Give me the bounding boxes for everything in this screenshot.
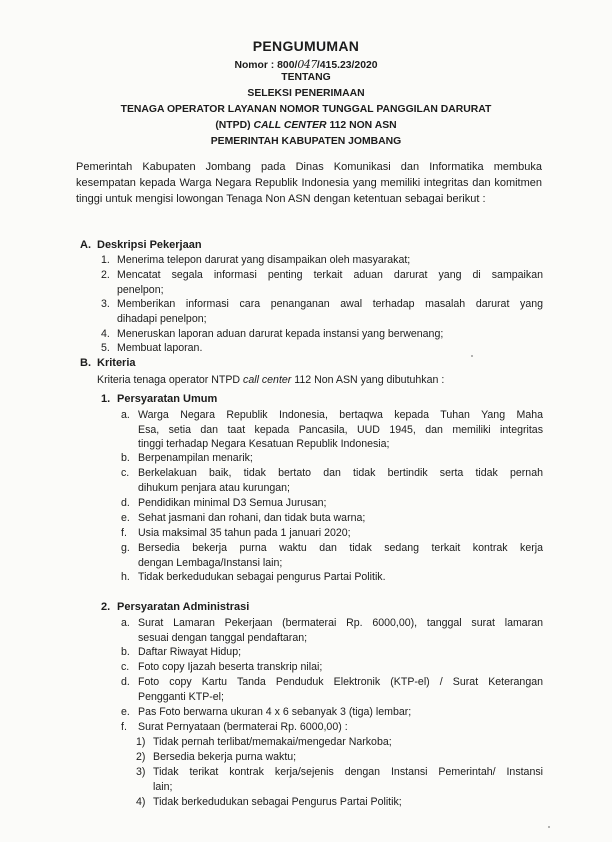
list-item-text: Surat Pernyataan (bermaterai Rp. 6000,00) :	[138, 721, 348, 733]
list-item-number: a.	[121, 409, 130, 421]
subject-line-4: PEMERINTAH KABUPATEN JOMBANG	[210, 136, 402, 147]
list-item-text: Membuat laporan.	[117, 342, 203, 354]
document-title: PENGUMUMAN	[252, 38, 360, 54]
list-item-text: Daftar Riwayat Hidup;	[138, 646, 242, 658]
list-item-text: Surat Lamaran Pekerjaan (bermaterai Rp. 6000,00), tanggal surat lamaran	[138, 617, 543, 629]
list-item-text: Foto copy Ijazah beserta transkrip nilai;	[138, 661, 323, 673]
list-item-text: Memberikan informasi cara penanganan awal terhadap masalah darurat yang	[117, 298, 543, 310]
nomor-handwritten: 047	[297, 58, 317, 71]
list-item-number: 2.	[101, 269, 110, 281]
list-item-number: 3)	[136, 766, 146, 778]
list-item-text: Sehat jasmani dan rohani, dan tidak buta warna;	[138, 512, 366, 524]
subject-line-2: TENAGA OPERATOR LAYANAN NOMOR TUNGGAL PANGGILAN DARURAT	[120, 104, 492, 115]
umum-title: Persyaratan Umum	[117, 393, 218, 405]
section-a-title: Deskripsi Pekerjaan	[97, 239, 202, 251]
list-item-number: 2)	[136, 751, 146, 763]
nomor-suffix: /415.23/2020	[316, 60, 378, 71]
list-item-text: Pas Foto berwarna ukuran 4 x 6 sebanyak 3 (tiga) lembar;	[138, 706, 412, 718]
list-item-number: c.	[121, 661, 130, 673]
list-item-number: d.	[121, 497, 130, 509]
subject-line-3	[0, 120, 612, 131]
list-item-text: Mencatat segala informasi penting terkait aduan darurat yang di sampaikan	[117, 269, 543, 281]
list-item-text: Tidak pernah terlibat/memakai/mengedar Narkoba;	[153, 736, 392, 748]
list-item-number: f.	[121, 527, 127, 539]
list-item-text: tinggi terhadap Negara Kesatuan Republik Indonesia;	[138, 438, 390, 450]
list-item-text: Meneruskan laporan aduan darurat kepada instansi yang berwenang;	[117, 328, 444, 340]
list-item-text: Tidak berkedudukan sebagai pengurus Partai Politik.	[138, 571, 386, 583]
list-item-number: 3.	[101, 298, 110, 310]
list-item-text: Menerima telepon darurat yang disampaikan oleh masyarakat;	[117, 254, 411, 266]
list-item-text: Bersedia bekerja purna waktu;	[153, 751, 297, 763]
list-item-number: e.	[121, 706, 130, 718]
list-item-text: lain;	[153, 780, 173, 793]
list-item-number: f.	[121, 721, 127, 733]
list-item-number: c.	[121, 467, 130, 479]
list-item-text: dengan Lembaga/Instansi lain;	[138, 556, 283, 569]
tentang-heading: TENTANG	[281, 72, 331, 83]
subject-line-1: SELEKSI PENERIMAAN	[247, 88, 365, 99]
list-item-number: h.	[121, 571, 130, 583]
umum-label: 1.	[101, 393, 111, 405]
list-item-text: Foto copy Kartu Tanda Penduduk Elektronik (KTP-el) / Surat Keterangan	[138, 676, 543, 688]
section-b-label: B.	[80, 357, 91, 369]
list-item-text: Bersedia bekerja purna waktu dan tidak sedang terkait kontrak kerja	[138, 542, 543, 554]
scan-speck	[548, 826, 550, 828]
list-item-text: Berkelakuan baik, tidak bertato dan tidak bertindik serta tidak pernah	[138, 467, 543, 479]
list-item-number: a.	[121, 617, 130, 629]
list-item-text: Pengganti KTP-el;	[138, 690, 224, 703]
list-item-text: sesuai dengan tanggal pendaftaran;	[138, 631, 308, 644]
list-item-number: e.	[121, 512, 130, 524]
section-b-title: Kriteria	[97, 357, 136, 369]
list-item-number: b.	[121, 452, 130, 464]
list-item-number: d.	[121, 676, 130, 688]
subject-line-3-c: 112 NON ASN	[326, 120, 397, 131]
subject-line-3-italic: CALL CENTER	[253, 120, 327, 131]
list-item-text: Usia maksimal 35 tahun pada 1 januari 2020;	[138, 527, 351, 539]
section-b-intro-a: Kriteria tenaga operator NTPD	[97, 374, 244, 386]
subject-line-3-a: (NTPD)	[215, 120, 254, 131]
list-item-number: 5.	[101, 342, 110, 354]
list-item-text: Pendidikan minimal D3 Semua Jurusan;	[138, 497, 327, 509]
intro-paragraph: Pemerintah Kabupaten Jombang pada Dinas Komunikasi dan Informatika membuka kesempatan kepada Warga Negara Republik Indonesia yang memiliki integritas dan komitmen tinggi untuk mengisi lowongan Tenaga Non ASN dengan ketentuan sebagai berikut :	[76, 161, 542, 205]
list-item-number: 1)	[136, 736, 146, 748]
section-b-intro	[97, 373, 444, 388]
list-item-text: Tidak terikat kontrak kerja/sejenis dengan Instansi Pemerintah/ Instansi	[153, 766, 543, 778]
scan-speck	[471, 355, 473, 357]
section-b-intro-italic: call center	[243, 374, 292, 386]
list-item-text: dihadapi penelpon;	[117, 312, 207, 325]
list-item-text: Esa, setia dan taat kepada Pancasila, UUD 1945, dan memiliki integritas	[138, 423, 543, 436]
list-item-text: Tidak berkedudukan sebagai Pengurus Partai Politik;	[153, 796, 402, 808]
administrasi-title: Persyaratan Administrasi	[117, 601, 250, 613]
document-number	[0, 58, 612, 71]
list-item-text: Warga Negara Republik Indonesia, bertaqwa kepada Tuhan Yang Maha	[138, 409, 543, 421]
list-item-number: 1.	[101, 254, 110, 266]
list-item-number: b.	[121, 646, 130, 658]
list-item-text: penelpon;	[117, 283, 164, 296]
administrasi-label: 2.	[101, 601, 111, 613]
list-item-text: Berpenampilan menarik;	[138, 452, 253, 464]
list-item-number: 4)	[136, 796, 146, 808]
section-b-intro-c: 112 Non ASN yang dibutuhkan :	[291, 374, 445, 386]
nomor-prefix: Nomor : 800/	[234, 60, 298, 71]
section-a-label: A.	[80, 239, 91, 251]
list-item-number: 4.	[101, 328, 110, 340]
list-item-text: dihukum penjara atau kurungan;	[138, 481, 290, 494]
list-item-number: g.	[121, 542, 130, 554]
